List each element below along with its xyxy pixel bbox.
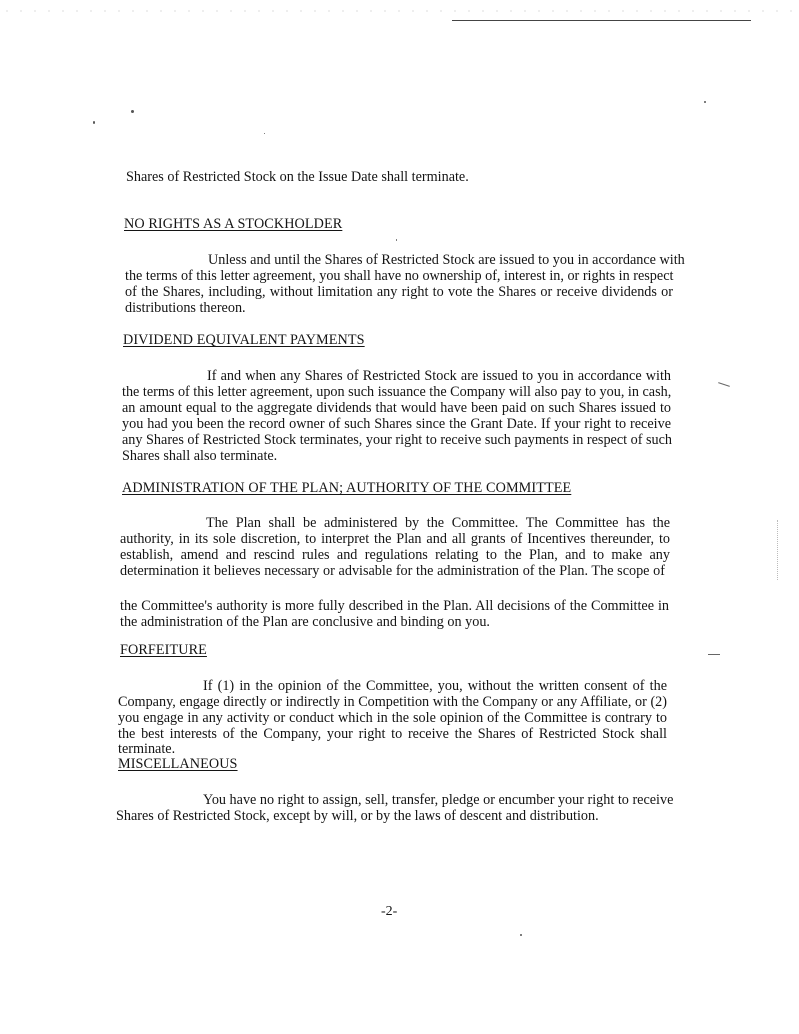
paragraph-line: Shares of Restricted Stock, except by will, or by the laws of descent and distribution. [116, 808, 599, 824]
paragraph-line: the Committee's authority is more fully described in the Plan. All decisions of the Committee in [120, 598, 669, 614]
scan-speck [396, 239, 397, 241]
section-heading-miscellaneous: MISCELLANEOUS [118, 756, 238, 772]
paragraph-line: authority, in its sole discretion, to interpret the Plan and all grants of Incentives thereunder, to [120, 531, 670, 547]
paragraph-line: determination it believes necessary or advisable for the administration of the Plan. The scope of [120, 563, 665, 579]
scan-speck [131, 110, 134, 113]
paragraph-line: establish, amend and rescind rules and regulations relating to the Plan, and to make any [120, 547, 670, 563]
opening-line: Shares of Restricted Stock on the Issue Date shall terminate. [126, 169, 469, 185]
paragraph-line: the best interests of the Company, your right to receive the Shares of Restricted Stock shall [118, 726, 667, 742]
scan-top-rule [452, 20, 751, 21]
scan-edge-line [777, 520, 778, 580]
paragraph-line: the terms of this letter agreement, upon such issuance the Company will also pay to you, in cash, [122, 384, 672, 400]
page-number: -2- [381, 904, 398, 919]
paragraph-line: Company, engage directly or indirectly in Competition with the Company or any Affiliate, or (2) [118, 694, 667, 710]
scan-edge-mark [718, 382, 730, 387]
scan-speck [93, 121, 95, 124]
paragraph-line: the terms of this letter agreement, you shall have no ownership of, interest in, or rights in respect [125, 268, 674, 284]
paragraph-line: You have no right to assign, sell, transfer, pledge or encumber your right to receive [203, 792, 674, 808]
paragraph-line: If and when any Shares of Restricted Stock are issued to you in accordance with [207, 368, 671, 384]
paragraph-line: Unless and until the Shares of Restricted Stock are issued to you in accordance with [208, 252, 685, 268]
paragraph-line: you engage in any activity or conduct which in the sole opinion of the Committee is contrary to [118, 710, 667, 726]
paragraph-line: you had you been the record owner of such Shares since the Grant Date. If your right to receive [122, 416, 671, 432]
section-heading-administration: ADMINISTRATION OF THE PLAN; AUTHORITY OF THE COMMITTEE [122, 480, 572, 496]
paragraph-line: If (1) in the opinion of the Committee, you, without the written consent of the [203, 678, 667, 694]
paragraph-line: distributions thereon. [125, 300, 246, 316]
scan-speck [704, 101, 706, 103]
paragraph-line: an amount equal to the aggregate dividends that would have been paid on such Shares issued to [122, 400, 671, 416]
paragraph-line: terminate. [118, 741, 176, 757]
paragraph-line: the administration of the Plan are conclusive and binding on you. [120, 614, 490, 630]
paragraph-line: of the Shares, including, without limitation any right to vote the Shares or receive dividends or [125, 284, 673, 300]
section-heading-forfeiture: FORFEITURE [120, 642, 207, 658]
paragraph-line: any Shares of Restricted Stock terminates, your right to receive such payments in respect of such [122, 432, 673, 448]
paragraph-line: Shares shall also terminate. [122, 448, 278, 464]
scan-edge-mark [708, 654, 720, 655]
scan-speck [264, 133, 265, 134]
paragraph-line: The Plan shall be administered by the Committee. The Committee has the [206, 515, 670, 531]
scan-noise-top [0, 8, 799, 14]
scan-speck [520, 934, 522, 936]
section-heading-dividend-equivalent: DIVIDEND EQUIVALENT PAYMENTS [123, 332, 365, 348]
section-heading-no-rights: NO RIGHTS AS A STOCKHOLDER [124, 216, 343, 232]
